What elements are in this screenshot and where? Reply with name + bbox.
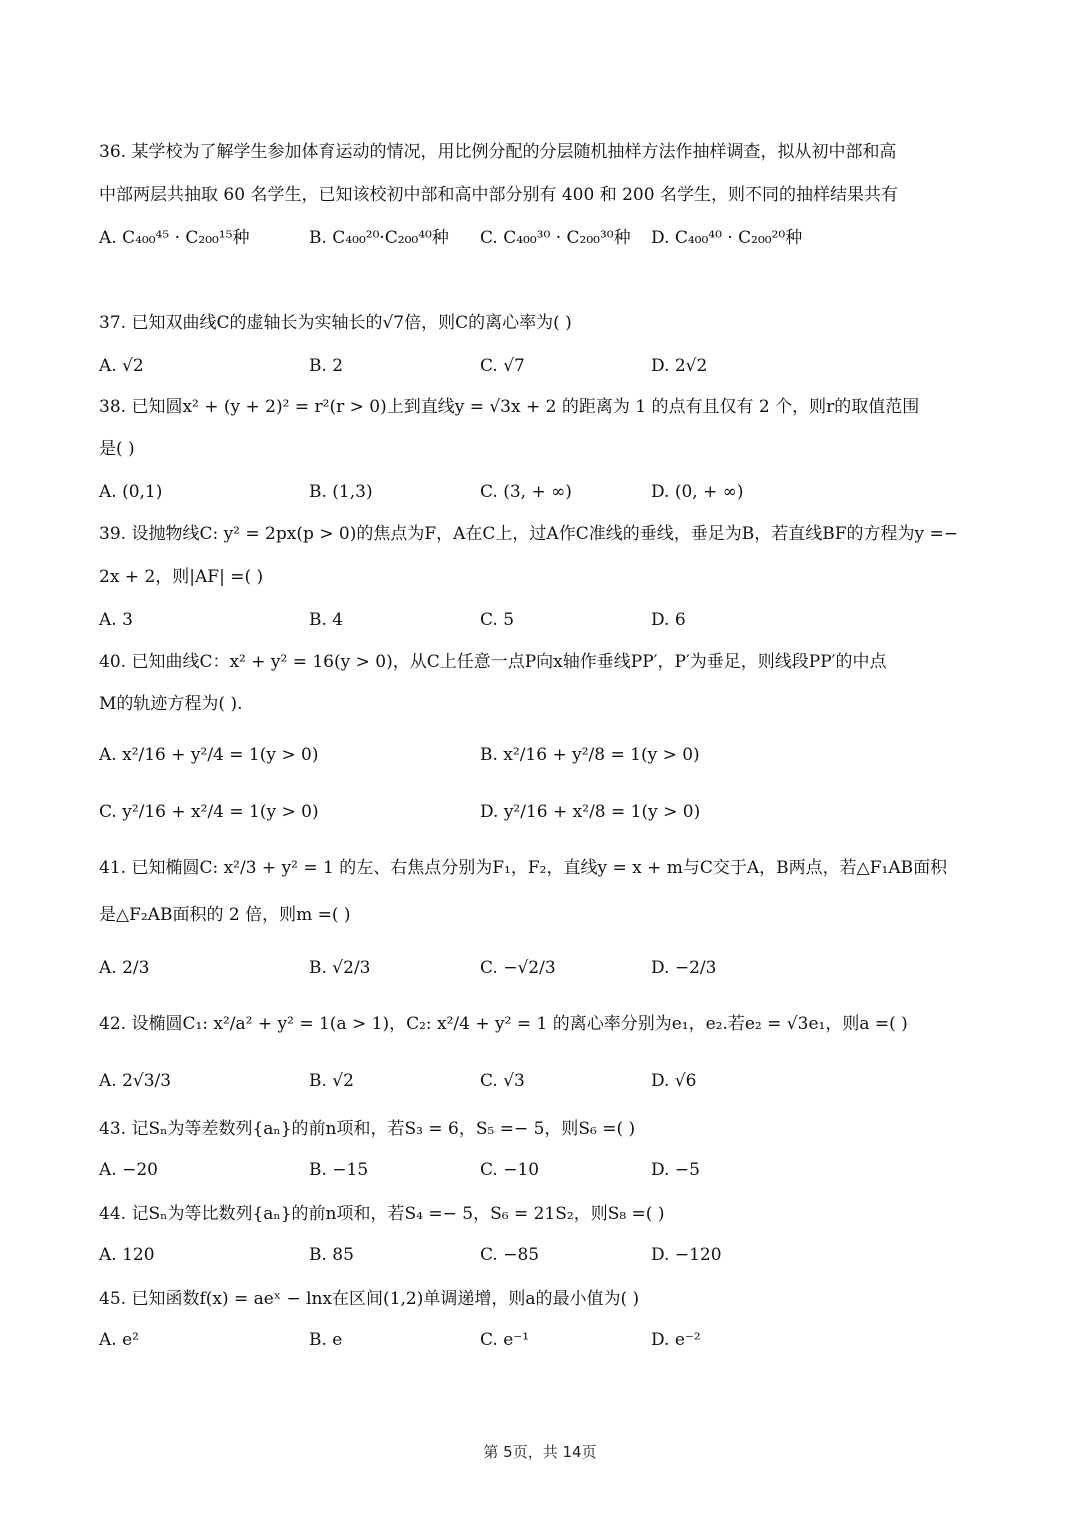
question-39-line-1: 39. 设抛物线C: y² = 2px(p > 0)的焦点为F，A在C上，过A作C准线的垂线，垂足为B，若直线BF的方程为y =− [99,524,958,544]
question-36-line-1: 36. 某学校为了解学生参加体育运动的情况，用比例分配的分层随机抽样方法作抽样调查，拟从初中部和高 [99,142,897,162]
question-40-line-1: 40. 已知曲线C：x² + y² = 16(y > 0)，从C上任意一点P向x轴作垂线PP′，P′为垂足，则线段PP′的中点 [99,652,887,672]
option-a: A. 3 [99,610,133,630]
option-b: B. e [309,1330,343,1350]
page-footer: 第 5页，共 14页 [483,1443,597,1461]
option-d: D. y²/16 + x²/8 = 1(y > 0) [480,802,701,822]
option-a: A. C₄₀₀⁴⁵ · C₂₀₀¹⁵种 [99,228,250,248]
question-40-options-row-1 [99,740,999,770]
option-a: A. x²/16 + y²/4 = 1(y > 0) [99,745,319,765]
option-b: B. −15 [309,1160,369,1180]
question-44-line-1: 44. 记Sₙ为等比数列{aₙ}的前n项和，若S₄ =− 5，S₆ = 21S₂，则S₈ =( ) [99,1204,665,1224]
option-c: C. √7 [480,356,525,376]
option-d: D. −2/3 [651,958,717,978]
option-a: A. 120 [99,1245,155,1265]
option-c: C. e⁻¹ [480,1330,530,1350]
option-c: C. C₄₀₀³⁰ · C₂₀₀³⁰种 [480,228,631,248]
question-41-line-2: 是△F₂AB面积的 2 倍，则m =( ) [99,905,351,925]
question-37-line-1: 37. 已知双曲线C的虚轴长为实轴长的√7倍，则C的离心率为( ) [99,313,572,333]
option-a: A. −20 [99,1160,158,1180]
option-b: B. 2 [309,356,344,376]
question-39-options [99,605,999,635]
question-43-line-1: 43. 记Sₙ为等差数列{aₙ}的前n项和，若S₃ = 6，S₅ =− 5，则S₆ =( ) [99,1119,636,1139]
option-a: A. √2 [99,356,144,376]
question-42-line-1: 42. 设椭圆C₁: x²/a² + y² = 1(a > 1)，C₂: x²/4 + y² = 1 的离心率分别为e₁，e₂.若e₂ = √3e₁，则a =( ) [99,1014,908,1034]
question-41-line-1: 41. 已知椭圆C: x²/3 + y² = 1 的左、右焦点分别为F₁，F₂，直线y = x + m与C交于A，B两点，若△F₁AB面积 [99,858,948,878]
option-c: C. −√2/3 [480,958,556,978]
option-d: D. (0, + ∞) [651,482,744,502]
question-41-options [99,953,999,983]
option-d: D. √6 [651,1071,697,1091]
option-c: C. 5 [480,610,515,630]
option-b: B. √2 [309,1071,354,1091]
question-42-options [99,1066,999,1096]
question-45-line-1: 45. 已知函数f(x) = aeˣ − lnx在区间(1,2)单调递增，则a的最小值为( ) [99,1289,640,1309]
option-c: C. −10 [480,1160,540,1180]
question-36-line-2: 中部两层共抽取 60 名学生，已知该校初中部和高中部分别有 400 和 200 名学生，则不同的抽样结果共有 [99,185,898,205]
option-b: B. √2/3 [309,958,371,978]
option-b: B. C₄₀₀²⁰·C₂₀₀⁴⁰种 [309,228,449,248]
question-39-line-2: 2x + 2，则|AF| =( ) [99,567,264,587]
option-a: A. 2/3 [99,958,150,978]
question-38-options [99,477,999,507]
question-44-options [99,1240,999,1270]
question-38-line-2: 是( ) [99,439,135,459]
question-40-line-2: M的轨迹方程为( ). [99,694,243,714]
option-a: A. e² [99,1330,139,1350]
question-40-options-row-2 [99,797,999,827]
option-d: D. −120 [651,1245,722,1265]
option-d: D. 6 [651,610,686,630]
option-a: A. (0,1) [99,482,163,502]
question-38-line-1: 38. 已知圆x² + (y + 2)² = r²(r > 0)上到直线y = √3x + 2 的距离为 1 的点有且仅有 2 个，则r的取值范围 [99,397,920,417]
option-a: A. 2√3/3 [99,1071,172,1091]
option-b: B. 4 [309,610,344,630]
question-43-options [99,1155,999,1185]
option-b: B. x²/16 + y²/8 = 1(y > 0) [480,745,700,765]
option-b: B. (1,3) [309,482,373,502]
question-45-options [99,1325,999,1355]
option-d: D. −5 [651,1160,700,1180]
question-37-options [99,351,999,381]
option-c: C. √3 [480,1071,525,1091]
option-d: D. 2√2 [651,356,708,376]
option-d: D. e⁻² [651,1330,701,1350]
option-d: D. C₄₀₀⁴⁰ · C₂₀₀²⁰种 [651,228,803,248]
question-36-options [99,223,999,253]
option-c: C. y²/16 + x²/4 = 1(y > 0) [99,802,319,822]
option-b: B. 85 [309,1245,354,1265]
option-c: C. (3, + ∞) [480,482,572,502]
option-c: C. −85 [480,1245,540,1265]
